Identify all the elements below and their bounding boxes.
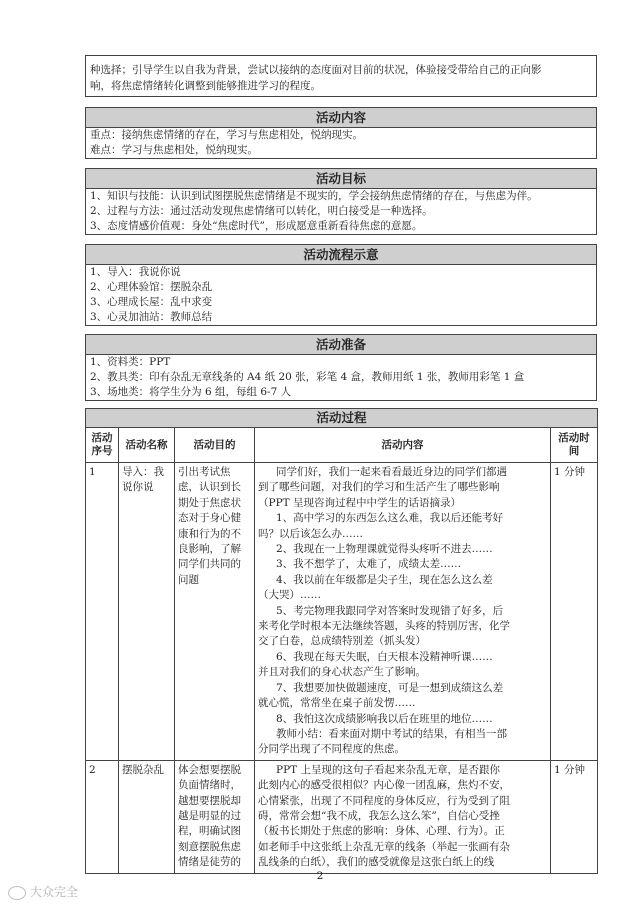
content-line: 重点：接纳焦虑情绪的存在，学习与焦虑相处，悦纳现实。 [90,129,363,141]
goal-line: 1、知识与技能：认识到试图摆脱焦虑情绪是不现实的，学会接纳焦虑情绪的存在，与焦虑为伴。 [90,190,538,202]
content-line: 就心慌，常常坐在桌子前发愣…… [258,697,416,710]
header-name: 活动名称 [119,428,175,463]
watermark [8,883,78,900]
watermark-text: 大众完全 [30,885,79,899]
content-line: （板书长期处于焦虑的影响：身体、心理、行为）。正 [258,825,505,838]
content-line: 到了哪些问题，对我们的学习和生活产生了哪些影响 [258,481,500,494]
cell-name: 摆脱杂乱 [119,760,175,873]
table-header-row [86,428,598,463]
content-line: 1、高中学习的东西怎么这么难，我以后还能考好 [276,512,504,525]
content-line: （大哭）…… [258,589,321,602]
content-line: 4、我以前在年级都是尖子生，现在怎么这么差 [276,573,493,586]
header-content: 活动内容 [255,428,551,463]
content-line: 交了白卷，总成绩特别差（抓头发） [258,635,426,648]
goals-section [85,168,597,235]
cell-content [255,760,551,873]
prep-section [85,334,597,401]
flow-line: 3、心灵加油站：教师总结 [90,311,213,323]
page-number: 2 [316,870,324,882]
process-table [85,408,598,874]
content-line: 5、考完物理我跟同学对答案时发现错了好多，后 [276,604,504,617]
cell-purpose: 引出考试焦虑，认识到长期处于焦虑状态对于身心健康和行为的不良影响，了解同学们共同的问题 [175,463,255,761]
cell-seq: 1 [86,463,119,761]
content-section [85,107,597,159]
content-line: 碍，常常会想“我不成，我怎么这么笨”，自信心受挫 [258,809,500,822]
cell-time: 1 分钟 [551,463,598,761]
content-line: PPT 上呈现的这句子看起来杂乱无章，是否跟你 [276,763,500,776]
table-row [86,760,598,873]
goal-line: 2、过程与方法：通过活动发现焦虑情绪可以转化，明白接受是一种选择。 [90,205,433,217]
content-line: 难点：学习与焦虑相处，悦纳现实。 [90,144,258,156]
content-line: 8、我怕这次成绩影响我以后在班里的地位…… [276,712,493,725]
flow-section [85,244,597,326]
content-line: 分同学出现了不同程度的焦虑。 [258,743,405,756]
content-line: 乱线条的白纸），我们的感受就像是这张白纸上的线 [258,856,495,869]
intro-line: 响，将焦虑情绪转化调整到能够推进学习的程度。 [90,80,321,92]
content-line: （PPT 呈现咨询过程中中学生的话语摘录） [258,496,461,509]
goal-line: 3、态度情感价值观：身处“焦虑时代”，形成愿意重新看待焦虑的意愿。 [90,220,423,232]
content-line: 心情紧张，出现了不同程度的身体反应，行为受到了阻 [258,794,510,807]
content-line: 6、我现在每天失眠，白天根本没精神听课…… [276,650,493,663]
prep-line: 1、资料类：PPT [90,356,171,368]
header-time: 活动时间 [551,428,598,463]
content-line: 7、我想要加快做题速度，可是一想到成绩这么差 [276,681,504,694]
intro-block [85,55,597,97]
header-seq: 活动序号 [86,428,119,463]
section-title: 活动目标 [86,169,596,189]
content-line: 2、我现在一上物理课就觉得头疼听不进去…… [276,543,493,556]
flow-line: 3、心理成长屋：乱中求变 [90,296,213,308]
cell-time: 1 分钟 [551,760,598,873]
prep-line: 2、教具类：印有杂乱无章线条的 A4 纸 20 张，彩笔 4 盒，教师用纸 1 张，教师用彩笔 1 盒 [90,371,525,383]
prep-line: 3、场地类：将学生分为 6 组，每组 6-7 人 [90,386,292,398]
content-line: 并且对我们的身心状态产生了影响。 [258,666,426,679]
table-row [86,463,598,761]
cell-seq: 2 [86,760,119,873]
content-line: 3、我不想学了，太难了，成绩太差…… [276,558,462,571]
content-line: 来考化学时根本无法继续答题，头疼的特别厉害，化学 [258,620,510,633]
cell-purpose: 体会想要摆脱负面情绪时，越想要摆脱却越是明显的过程，明确试图刻意摆脱焦虑情绪是徒劳的 [175,760,255,873]
watermark-logo-icon [8,886,26,900]
header-purpose: 活动目的 [175,428,255,463]
cell-content [255,463,551,761]
flow-line: 1、导入：我说你说 [90,266,181,278]
section-title: 活动流程示意 [86,245,596,265]
intro-line: 种选择；引导学生以自我为背景，尝试以接纳的态度面对目前的状况，体验接受带给自己的正向影 [90,64,542,76]
flow-line: 2、心理体验馆：摆脱杂乱 [90,281,213,293]
section-title: 活动内容 [86,108,596,128]
content-line: 此刻内心的感受很相似？内心像一团乱麻，焦灼不安， [258,779,510,792]
section-title: 活动准备 [86,335,596,355]
content-line: 教师小结：看来面对期中考试的结果，有相当一部 [276,727,507,740]
content-line: 吗？以后该怎么办…… [258,527,363,540]
section-title: 活动过程 [86,409,598,428]
content-line: 如老师手中这张纸上杂乱无章的线条（举起一张画有杂 [258,840,510,853]
cell-name: 导入：我说你说 [119,463,175,761]
content-line: 同学们好，我们一起来看看最近身边的同学们都遇 [276,466,507,478]
